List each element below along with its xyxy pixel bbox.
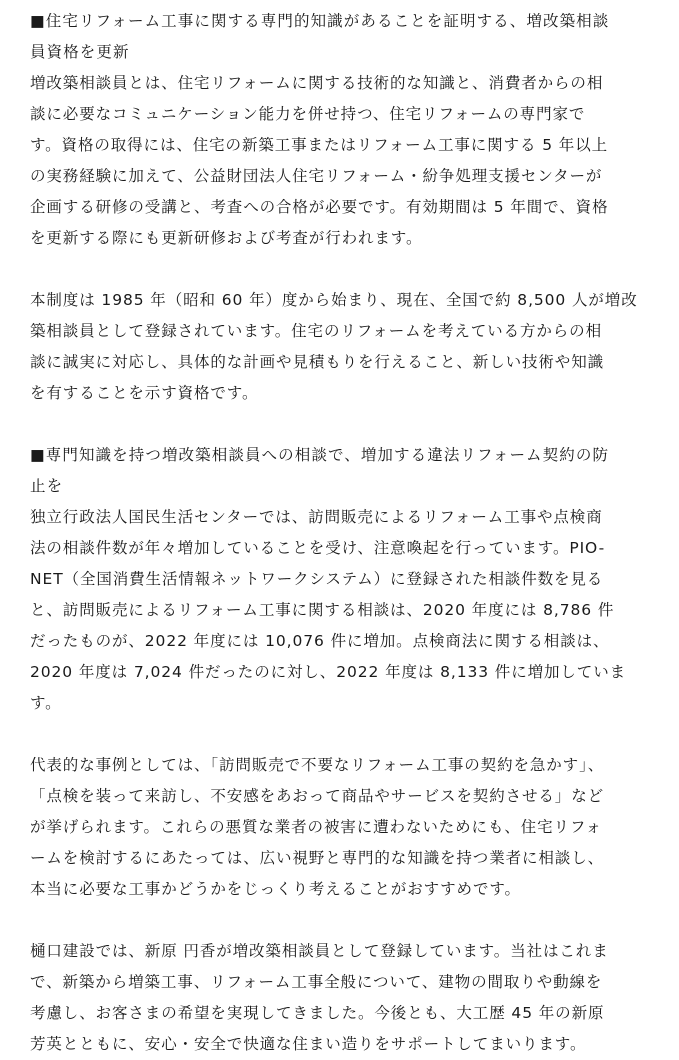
text-line: NET（全国消費生活情報ネットワークシステム）に登録された相談件数を見る <box>30 570 604 588</box>
text-line: 「点検を装って来訪し、不安感をあおって商品やサービスを契約させる」など <box>30 787 605 805</box>
text-line: だったものが、2022 年度には 10,076 件に増加。点検商法に関する相談は、 <box>30 632 610 650</box>
text-line: が挙げられます。これらの悪質な業者の被害に遭わないためにも、住宅リフォ <box>30 818 602 836</box>
paragraph-spacer <box>30 254 652 285</box>
text-line: の実務経験に加えて、公益財団法人住宅リフォーム・紛争処理支援センターが <box>30 167 603 185</box>
text-line: 芳英とともに、安心・安全で快適な住まい造りをサポートしてまいります。 <box>30 1035 587 1053</box>
section-1-paragraph-2 <box>30 285 652 409</box>
heading-line: 止を <box>30 477 64 495</box>
text-line: を更新する際にも更新研修および考査が行われます。 <box>30 229 423 247</box>
text-line: 考慮し、お客さまの希望を実現してきました。今後とも、大工歴 45 年の新原 <box>30 1004 605 1022</box>
section-2-paragraph-1 <box>30 502 652 719</box>
text-line: を有することを示す資格です。 <box>30 384 259 402</box>
text-line: で、新築から増築工事、リフォーム工事全般について、建物の間取りや動線を <box>30 973 603 991</box>
paragraph-spacer <box>30 719 652 750</box>
section-2-paragraph-2 <box>30 750 652 905</box>
text-line: 企画する研修の受講と、考査への合格が必要です。有効期間は 5 年間で、資格 <box>30 198 609 216</box>
section-2-heading <box>30 440 652 502</box>
text-line: 本制度は 1985 年（昭和 60 年）度から始まり、現在、全国で約 8,500 人が増改 <box>30 291 638 309</box>
paragraph-spacer <box>30 905 652 936</box>
text-line: 築相談員として登録されています。住宅のリフォームを考えている方からの相 <box>30 322 602 340</box>
heading-line: 員資格を更新 <box>30 43 130 61</box>
text-line: 増改築相談員とは、住宅リフォームに関する技術的な知識と、消費者からの相 <box>30 74 604 92</box>
text-line: 樋口建設では、新原 円香が増改築相談員として登録しています。当社はこれま <box>30 942 609 960</box>
section-1-paragraph-1 <box>30 68 652 254</box>
text-line: す。 <box>30 694 62 712</box>
text-line: 談に必要なコミュニケーション能力を併せ持つ、住宅リフォームの専門家で <box>30 105 586 123</box>
text-line: 法の相談件数が年々増加していることを受け、注意喚起を行っています。PIO- <box>30 539 606 557</box>
heading-line: ■住宅リフォーム工事に関する専門的知識があることを証明する、増改築相談 <box>30 12 610 30</box>
text-line: す。資格の取得には、住宅の新築工事またはリフォーム工事に関する 5 年以上 <box>30 136 609 154</box>
text-line: 独立行政法人国民生活センターでは、訪問販売によるリフォーム工事や点検商 <box>30 508 603 526</box>
section-spacer <box>30 409 652 440</box>
text-line: 談に誠実に対応し、具体的な計画や見積もりを行えること、新しい技術や知識 <box>30 353 605 371</box>
text-line: 本当に必要な工事かどうかをじっくり考えることがおすすめです。 <box>30 880 521 898</box>
section-1-heading <box>30 6 652 68</box>
heading-line: ■専門知識を持つ増改築相談員への相談で、増加する違法リフォーム契約の防 <box>30 446 610 464</box>
document-page <box>30 6 652 1060</box>
text-line: と、訪問販売によるリフォーム工事に関する相談は、2020 年度には 8,786 件 <box>30 601 615 619</box>
text-line: 代表的な事例としては、「訪問販売で不要なリフォーム工事の契約を急かす」、 <box>30 756 605 774</box>
text-line: 2020 年度は 7,024 件だったのに対し、2022 年度は 8,133 件に増加していま <box>30 663 627 681</box>
section-2-paragraph-3 <box>30 936 652 1060</box>
text-line: ームを検討するにあたっては、広い視野と専門的な知識を持つ業者に相談し、 <box>30 849 605 867</box>
